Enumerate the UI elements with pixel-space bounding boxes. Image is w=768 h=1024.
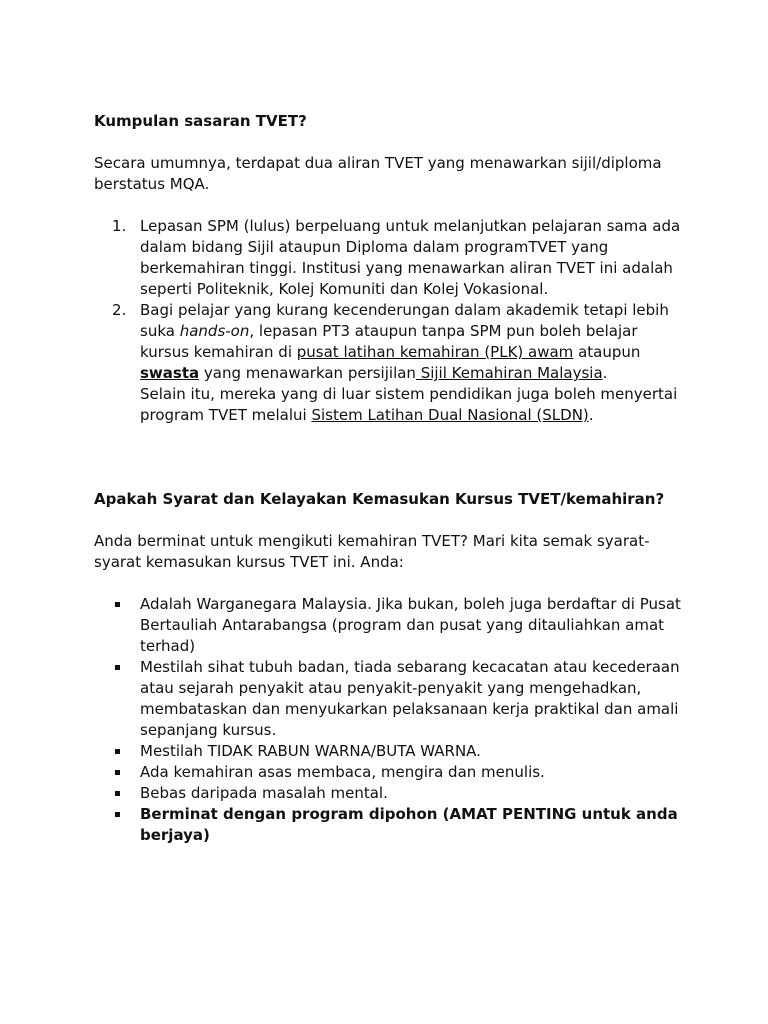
skm-link[interactable]: Sijil Kemahiran Malaysia — [415, 364, 603, 382]
document-page — [94, 111, 684, 846]
list-item — [94, 804, 684, 846]
section1-intro: Secara umumnya, terdapat dua aliran TVET yang menawarkan sijil/diploma berstatus MQA. — [94, 154, 662, 193]
list-item — [94, 594, 684, 657]
section2-heading: Apakah Syarat dan Kelayakan Kemasukan Kursus TVET/kemahiran? — [94, 490, 665, 508]
square-bullet-icon — [115, 665, 120, 670]
list-item — [94, 762, 684, 783]
section1-heading: Kumpulan sasaran TVET? — [94, 112, 307, 130]
list-item — [94, 657, 684, 741]
list-item — [94, 300, 684, 426]
list-item-text: Adalah Warganegara Malaysia. Jika bukan, boleh juga berdaftar di Pusat Bertauliah Antarabangsa (program dan pusat yang ditauliahkan amat terhad) — [140, 595, 681, 655]
square-bullet-icon — [115, 749, 120, 754]
list-item — [94, 783, 684, 804]
swasta-link[interactable]: swasta — [140, 364, 200, 382]
list-item-text: Lepasan SPM (lulus) berpeluang untuk melanjutkan pelajaran sama ada dalam bidang Sijil ataupun Diploma dalam programTVET yang berkemahiran tinggi. Institusi yang menawarkan aliran TVET ini adalah seperti Politeknik, Kolej Komuniti dan Kolej Vokasional. — [140, 217, 681, 298]
list-item-text: Bagi pelajar yang kurang kecenderungan dalam akademik tetapi lebih suka hands-on, lepasan PT3 ataupun tanpa SPM pun boleh belajar kursus kemahiran di pusat latihan kemahiran (PLK) awam ataupun swasta yang menawarkan persijilan Sijil Kemahiran Malaysia. Selain itu, mereka yang di luar sistem pendidikan juga boleh menyertai program TVET melalui Sistem Latihan Dual Nasional (SLDN). — [140, 301, 678, 424]
list-number: 2. — [112, 301, 127, 319]
plk-link[interactable]: pusat latihan kemahiran (PLK) awam — [296, 343, 574, 361]
hands-on-emphasis: hands-on — [179, 322, 250, 340]
tvet-streams-list — [94, 216, 684, 426]
list-number: 1. — [112, 217, 127, 235]
list-item — [94, 741, 684, 762]
list-item-text: Mestilah TIDAK RABUN WARNA/BUTA WARNA. — [140, 742, 481, 760]
list-item — [94, 216, 684, 300]
section2-intro: Anda berminat untuk mengikuti kemahiran TVET? Mari kita semak syarat-syarat kemasukan kursus TVET ini. Anda: — [94, 532, 650, 571]
list-item-text: Berminat dengan program dipohon (AMAT PENTING untuk anda berjaya) — [140, 805, 678, 844]
square-bullet-icon — [115, 602, 120, 607]
square-bullet-icon — [115, 791, 120, 796]
square-bullet-icon — [115, 812, 120, 817]
requirements-list — [94, 594, 684, 846]
square-bullet-icon — [115, 770, 120, 775]
list-item-text: Bebas daripada masalah mental. — [140, 784, 388, 802]
list-item-text: Mestilah sihat tubuh badan, tiada sebarang kecacatan atau kecederaan atau sejarah penyakit atau penyakit-penyakit yang mengehadkan, membataskan dan menyukarkan pelaksanaan kerja praktikal dan amali sepanjang kursus. — [140, 658, 680, 739]
sldn-link[interactable]: Sistem Latihan Dual Nasional (SLDN) — [311, 406, 589, 424]
list-item-text: Ada kemahiran asas membaca, mengira dan menulis. — [140, 763, 545, 781]
